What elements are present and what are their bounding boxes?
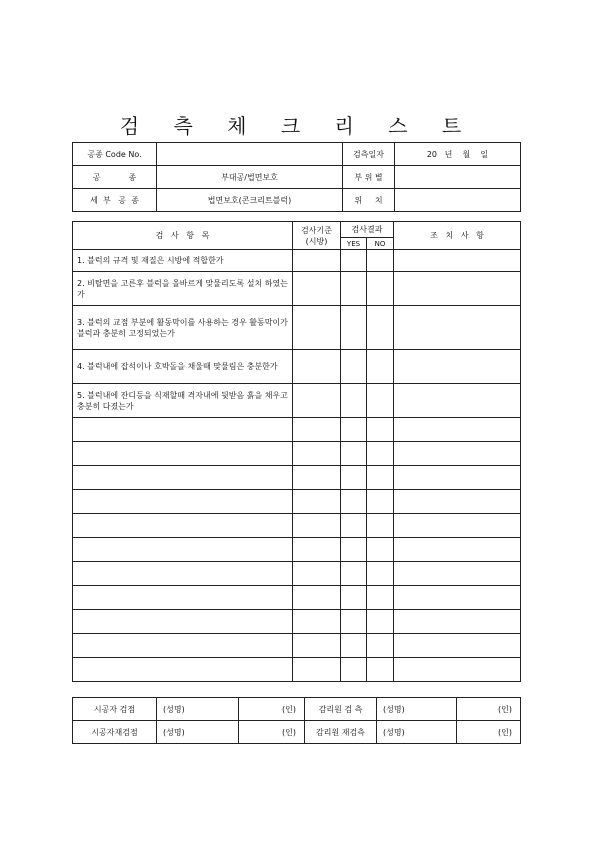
- checklist-header-row: [73, 222, 521, 238]
- no-cell[interactable]: [367, 586, 394, 610]
- checklist-blank-row: [73, 658, 521, 682]
- subwork-value[interactable]: 법면보호(콘크리트블럭): [157, 189, 343, 212]
- checklist-table: [72, 221, 521, 682]
- basis-cell[interactable]: [293, 610, 341, 634]
- no-cell[interactable]: [367, 418, 394, 442]
- action-cell[interactable]: [394, 350, 521, 384]
- page-title: 검 측 체 크 리 스 트: [119, 114, 476, 138]
- part-value-cell[interactable]: [395, 166, 521, 189]
- yes-cell[interactable]: [341, 384, 367, 418]
- no-cell[interactable]: [367, 250, 394, 272]
- action-cell[interactable]: [394, 490, 521, 514]
- action-cell[interactable]: [394, 272, 521, 306]
- basis-cell[interactable]: [293, 586, 341, 610]
- no-cell[interactable]: [367, 350, 394, 384]
- yes-cell[interactable]: [341, 490, 367, 514]
- checklist-item-text: 1. 블럭의 규격 및 재질은 시방에 적합한가: [73, 250, 293, 272]
- checklist-blank-row: [73, 538, 521, 562]
- date-label: 검측일자: [343, 143, 395, 166]
- supervisor-stamp[interactable]: (인): [457, 698, 521, 721]
- checklist-blank-row: [73, 442, 521, 466]
- location-label: 위 치: [343, 189, 395, 212]
- checklist-blank-row: [73, 466, 521, 490]
- signature-row: [73, 721, 521, 744]
- basis-cell[interactable]: [293, 442, 341, 466]
- part-label: 부 위 별: [343, 166, 395, 189]
- basis-cell[interactable]: [293, 658, 341, 682]
- checklist-row: [73, 272, 521, 306]
- basis-cell[interactable]: [293, 490, 341, 514]
- action-cell[interactable]: [394, 634, 521, 658]
- date-value[interactable]: 20 년 월 일: [395, 143, 521, 166]
- basis-cell[interactable]: [293, 418, 341, 442]
- checklist-blank-row: [73, 586, 521, 610]
- no-cell[interactable]: [367, 538, 394, 562]
- checklist-blank-row: [73, 514, 521, 538]
- item-cell[interactable]: [73, 418, 293, 442]
- no-cell[interactable]: [367, 306, 394, 350]
- supervisor-name[interactable]: (성명): [377, 721, 457, 744]
- action-cell[interactable]: [394, 610, 521, 634]
- yes-cell[interactable]: [341, 442, 367, 466]
- checklist-item-text: 5. 블럭내에 잔디등을 식재할때 격자내에 뒷받음 흙을 채우고 충분히 다졌는가: [73, 384, 293, 418]
- yes-cell[interactable]: [341, 586, 367, 610]
- yes-cell[interactable]: [341, 250, 367, 272]
- work-label: 공 종: [73, 166, 157, 189]
- action-cell[interactable]: [394, 442, 521, 466]
- item-cell[interactable]: [73, 466, 293, 490]
- supervisor-name[interactable]: (성명): [377, 698, 457, 721]
- no-cell[interactable]: [367, 514, 394, 538]
- checklist-blank-row: [73, 634, 521, 658]
- item-cell[interactable]: [73, 490, 293, 514]
- action-cell[interactable]: [394, 384, 521, 418]
- yes-cell[interactable]: [341, 514, 367, 538]
- action-cell[interactable]: [394, 514, 521, 538]
- yes-cell[interactable]: [341, 658, 367, 682]
- yes-cell[interactable]: [341, 272, 367, 306]
- header-no: NO: [367, 238, 394, 250]
- basis-cell[interactable]: [293, 634, 341, 658]
- contractor-stamp[interactable]: (인): [239, 721, 305, 744]
- checklist-blank-row: [73, 562, 521, 586]
- checklist-blank-row: [73, 490, 521, 514]
- yes-cell[interactable]: [341, 466, 367, 490]
- work-value[interactable]: 부대공/법면보호: [157, 166, 343, 189]
- basis-cell[interactable]: [293, 250, 341, 272]
- signature-rows: [73, 698, 521, 744]
- no-cell[interactable]: [367, 384, 394, 418]
- checklist-items: [73, 250, 521, 682]
- action-cell[interactable]: [394, 562, 521, 586]
- location-value-cell[interactable]: [395, 189, 521, 212]
- supervisor-role: 감리원 재검측: [305, 721, 377, 744]
- item-cell[interactable]: [73, 442, 293, 466]
- no-cell[interactable]: [367, 272, 394, 306]
- basis-cell[interactable]: [293, 562, 341, 586]
- no-cell[interactable]: [367, 466, 394, 490]
- yes-cell[interactable]: [341, 350, 367, 384]
- no-cell[interactable]: [367, 610, 394, 634]
- supervisor-stamp[interactable]: (인): [457, 721, 521, 744]
- contractor-role: 시공자 검점: [73, 698, 157, 721]
- no-cell[interactable]: [367, 562, 394, 586]
- yes-cell[interactable]: [341, 634, 367, 658]
- basis-cell[interactable]: [293, 384, 341, 418]
- contractor-role: 시공자재검점: [73, 721, 157, 744]
- yes-cell[interactable]: [341, 538, 367, 562]
- header-basis-line1: 검사기준: [301, 225, 332, 235]
- header-result: 검사결과: [341, 222, 394, 238]
- checklist-blank-row: [73, 610, 521, 634]
- item-cell[interactable]: [73, 610, 293, 634]
- action-cell[interactable]: [394, 658, 521, 682]
- basis-cell[interactable]: [293, 514, 341, 538]
- yes-cell[interactable]: [341, 610, 367, 634]
- checklist-item-text: 2. 비탈면을 고른후 블럭을 올바르게 맞물리도록 설치 하였는가: [73, 272, 293, 306]
- item-cell[interactable]: [73, 538, 293, 562]
- basis-cell[interactable]: [293, 466, 341, 490]
- checklist-row: [73, 250, 521, 272]
- basis-cell[interactable]: [293, 538, 341, 562]
- action-cell[interactable]: [394, 586, 521, 610]
- info-table: [72, 142, 521, 212]
- header-yes: YES: [341, 238, 367, 250]
- yes-cell[interactable]: [341, 306, 367, 350]
- info-row-work: [73, 166, 521, 189]
- item-cell[interactable]: [73, 634, 293, 658]
- action-cell[interactable]: [394, 306, 521, 350]
- basis-cell[interactable]: [293, 350, 341, 384]
- checklist-item-text: 4. 블럭내에 잡석이나 호박돌을 채울때 맞물림은 충분한가: [73, 350, 293, 384]
- contractor-name[interactable]: (성명): [157, 698, 239, 721]
- header-basis: [293, 222, 341, 250]
- checklist-row: [73, 384, 521, 418]
- info-row-subwork: [73, 189, 521, 212]
- header-item: 검 사 항 목: [73, 222, 293, 250]
- code-value-cell[interactable]: [157, 143, 343, 166]
- code-label: 공종 Code No.: [73, 143, 157, 166]
- subwork-label: 세 부 공 종: [73, 189, 157, 212]
- item-cell[interactable]: [73, 514, 293, 538]
- signature-table: [72, 697, 521, 744]
- checklist-row: [73, 306, 521, 350]
- contractor-stamp[interactable]: (인): [239, 698, 305, 721]
- signature-row: [73, 698, 521, 721]
- action-cell[interactable]: [394, 250, 521, 272]
- action-cell[interactable]: [394, 418, 521, 442]
- item-cell[interactable]: [73, 658, 293, 682]
- basis-cell[interactable]: [293, 306, 341, 350]
- no-cell[interactable]: [367, 658, 394, 682]
- header-action: 조 치 사 항: [394, 222, 521, 250]
- no-cell[interactable]: [367, 490, 394, 514]
- supervisor-role: 감리원 검 측: [305, 698, 377, 721]
- basis-cell[interactable]: [293, 272, 341, 306]
- yes-cell[interactable]: [341, 562, 367, 586]
- action-cell[interactable]: [394, 466, 521, 490]
- header-basis-line2: (시방): [305, 236, 328, 246]
- no-cell[interactable]: [367, 442, 394, 466]
- item-cell[interactable]: [73, 562, 293, 586]
- yes-cell[interactable]: [341, 418, 367, 442]
- action-cell[interactable]: [394, 538, 521, 562]
- checklist-blank-row: [73, 418, 521, 442]
- no-cell[interactable]: [367, 634, 394, 658]
- info-row-code: [73, 143, 521, 166]
- checklist-item-text: 3. 블럭의 교점 부분에 활동막이를 사용하는 경우 활동막이가 블럭과 충분히 고정되었는가: [73, 306, 293, 350]
- item-cell[interactable]: [73, 586, 293, 610]
- contractor-name[interactable]: (성명): [157, 721, 239, 744]
- checklist-row: [73, 350, 521, 384]
